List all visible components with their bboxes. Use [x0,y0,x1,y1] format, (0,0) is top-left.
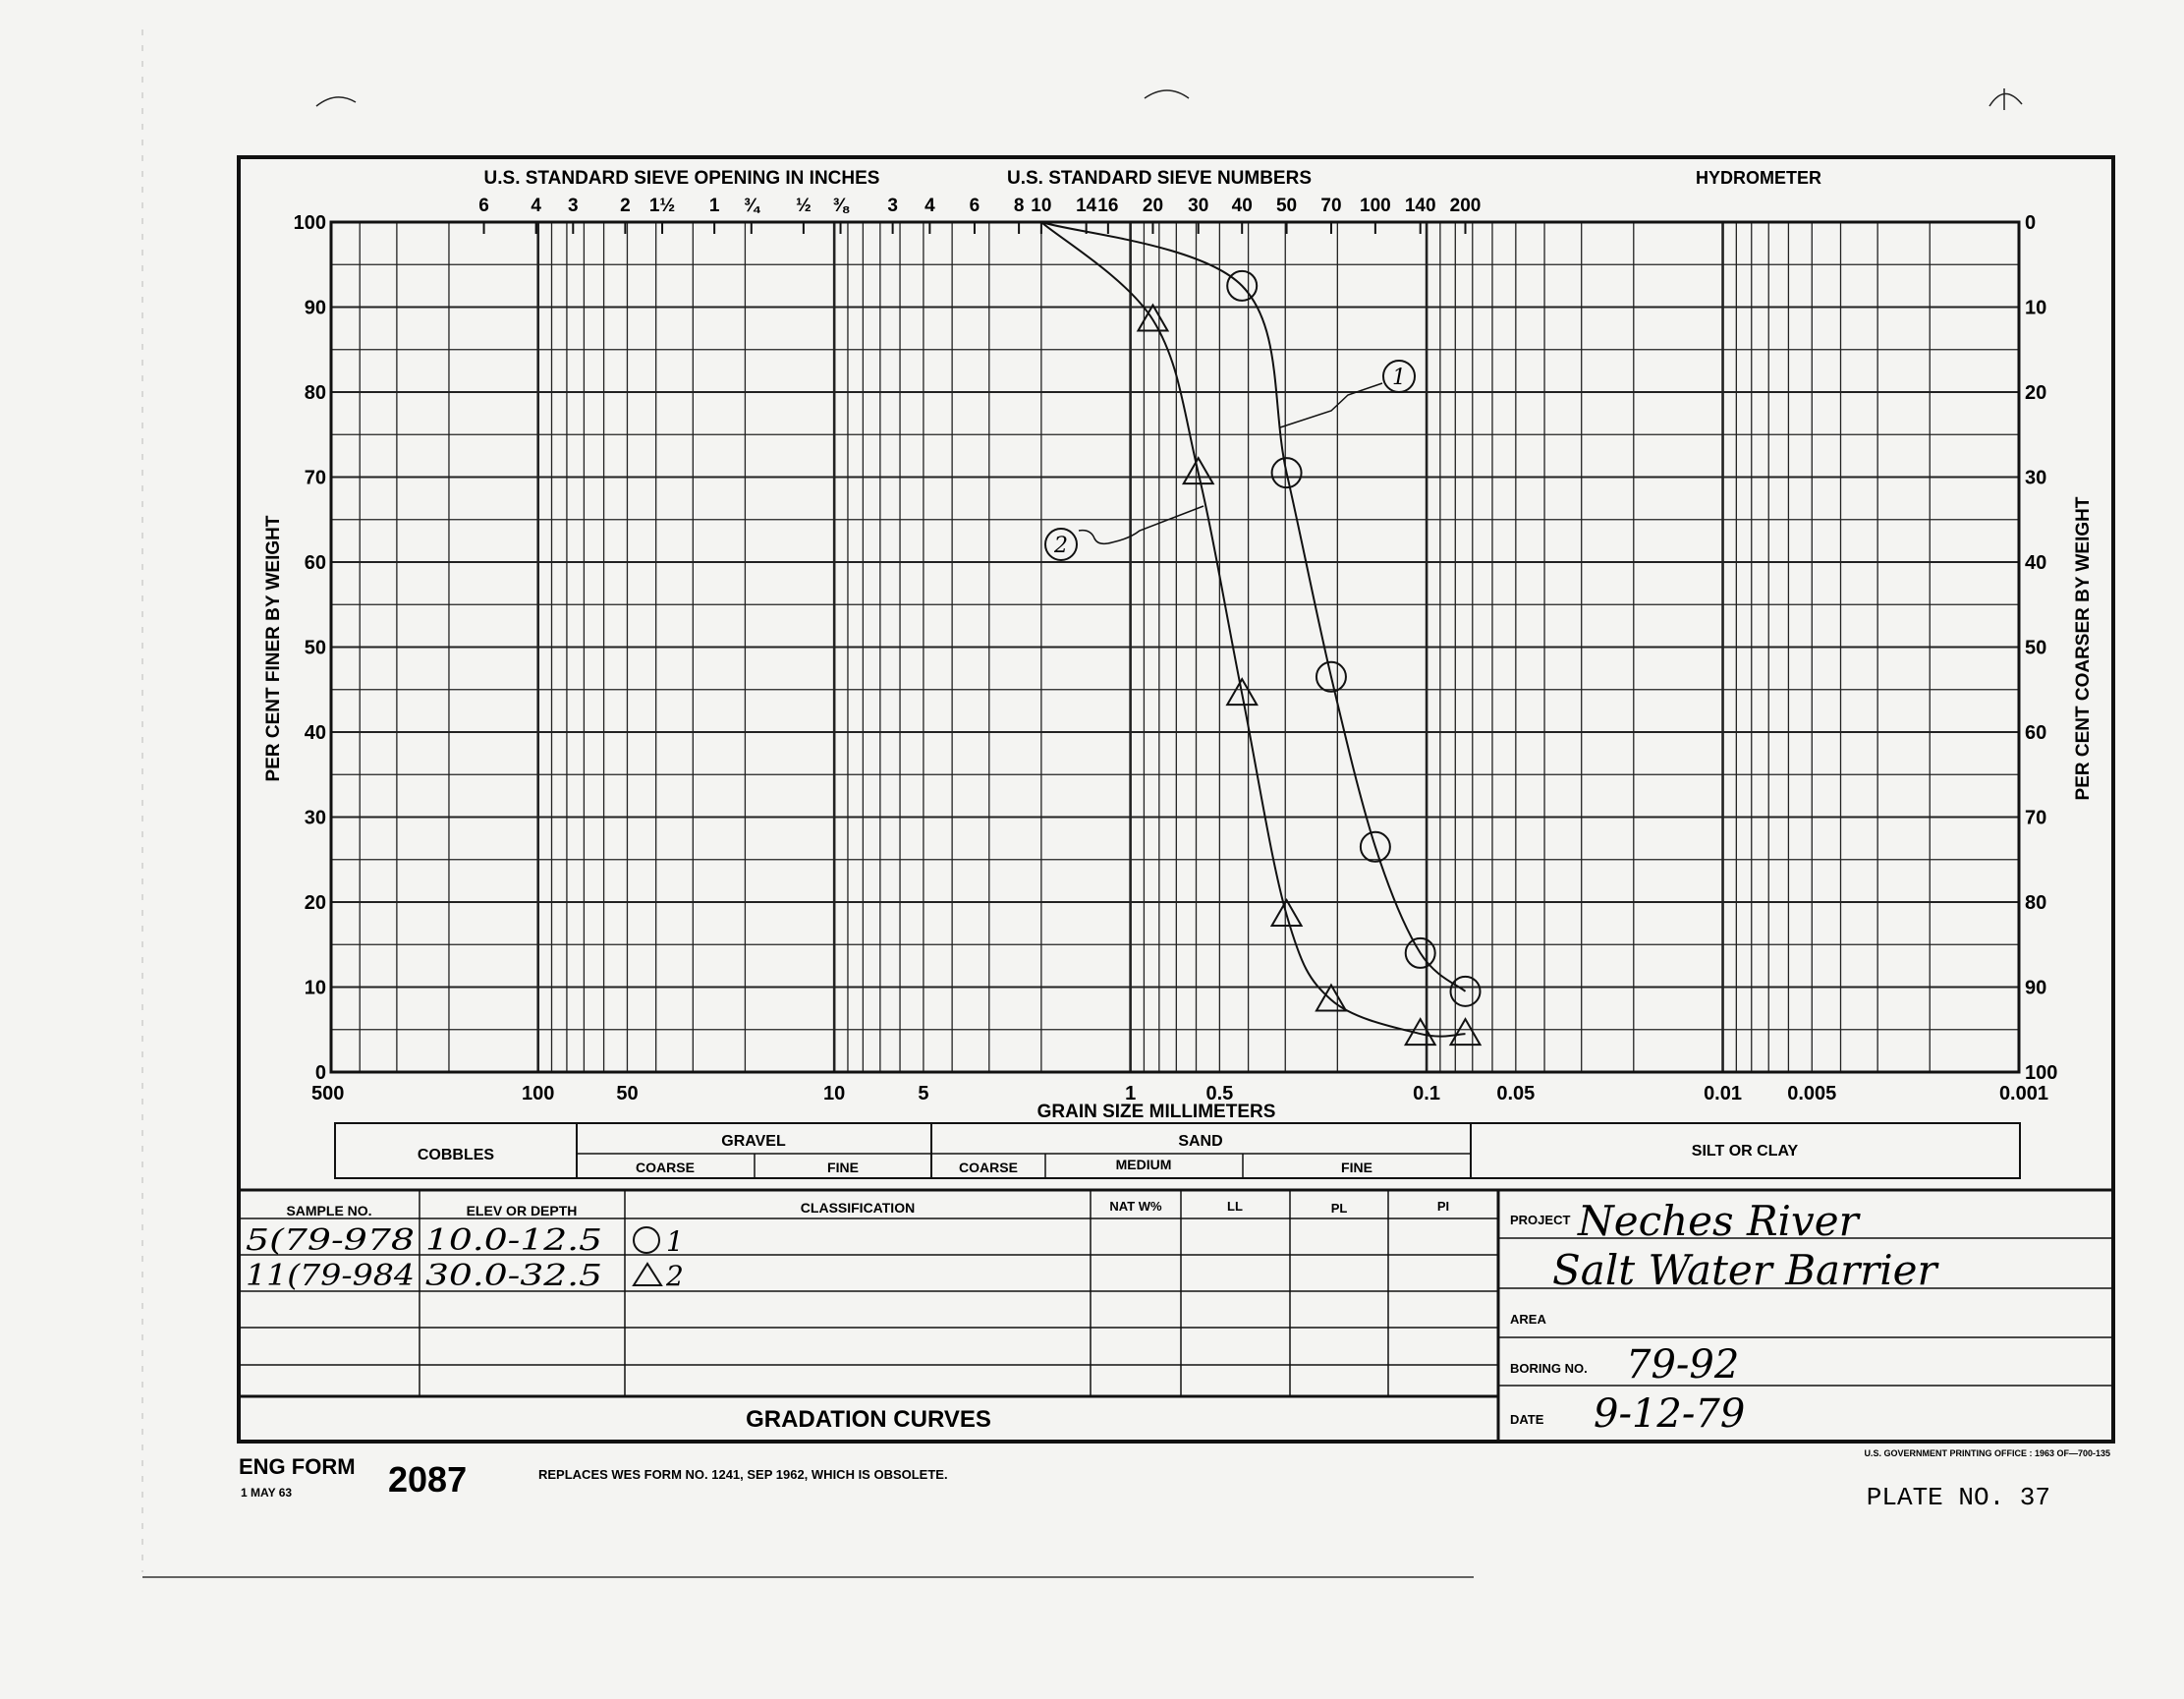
header-pl: PL [1330,1201,1348,1216]
sand-fine-label: FINE [1341,1160,1372,1175]
x-tick-label: 0.1 [1413,1083,1440,1104]
y-right-tick-label: 0 [2025,212,2037,234]
x-tick-label: 0.5 [1205,1083,1234,1104]
hydrometer-header: HYDROMETER [1695,168,1822,188]
gradation-curves [1041,222,1481,1045]
sieve-tick-label: 30 [1188,196,1209,216]
callout-2-leader [1079,506,1204,543]
header-elev-depth: ELEV OR DEPTH [466,1203,578,1218]
row2-sample: 11(79-984 [246,1259,415,1293]
callout-1-label: 1 [1392,366,1406,390]
y-left-tick-label: 90 [304,297,326,319]
sieve-tick-label: ¾ [743,196,759,216]
x-tick-label: 10 [823,1083,846,1104]
x-tick-label: 50 [616,1083,639,1104]
sieve-tick-label: ⅜ [832,196,849,216]
header-nat-w: NAT W% [1109,1199,1162,1214]
y-left-tick-label: 40 [304,722,326,744]
x-tick-label: 5 [918,1083,929,1104]
soil-class-band [335,1123,2020,1178]
cobbles-label: COBBLES [417,1147,495,1163]
y-right-tick-label: 60 [2025,722,2047,744]
y-left-tick-label: 100 [293,212,326,234]
x-tick-label: 0.01 [1704,1083,1743,1104]
sieve-numbers-header: U.S. STANDARD SIEVE NUMBERS [1006,168,1313,189]
row1-depth: 10.0-12.5 [425,1223,602,1258]
callout-1 [1280,361,1415,427]
sieve-tick-label: 4 [531,196,541,216]
x-tick-label: 100 [522,1083,555,1104]
y-left-tick-label: 30 [304,807,326,829]
sieve-tick-label: 3 [887,196,898,216]
row1-classification: 1 [666,1225,684,1258]
y-right-tick-label: 40 [2025,552,2047,574]
inches-header: U.S. STANDARD SIEVE OPENING IN INCHES [483,168,880,189]
sieve-tick-label: 100 [1360,196,1391,216]
gravel-label: GRAVEL [721,1133,786,1150]
sieve-tick-label: 1½ [648,196,676,216]
sieve-tick-label: 3 [568,196,579,216]
header-pi: PI [1436,1199,1450,1214]
date-value: 9-12-79 [1594,1391,1746,1437]
callout-2 [1045,506,1204,560]
y-left-tick-label: 50 [304,637,326,659]
sieve-tick-label: 16 [1097,196,1119,216]
curve-series-1 [1041,222,1466,991]
callout-1-leader [1280,383,1382,427]
row1-sample: 5(79-978 [246,1223,415,1258]
y-left-tick-label: 20 [304,892,326,914]
y-right-tick-label: 90 [2025,977,2047,999]
project-block [1498,1197,2113,1437]
sieve-tick-label: 70 [1320,196,1342,216]
x-tick-label: 0.05 [1496,1083,1536,1104]
printing-office: U.S. GOVERNMENT PRINTING OFFICE : 1963 OF—700-135 [1864,1448,2110,1458]
x-tick-label: 0.001 [1998,1083,2048,1104]
x-tick-label: 1 [1125,1083,1137,1104]
x-tick-label: 500 [311,1083,345,1104]
sieve-tick-label: 1 [708,196,720,216]
form-date: 1 MAY 63 [241,1486,293,1500]
sand-coarse-label: COARSE [959,1160,1018,1175]
curve-series-2 [1041,222,1466,1037]
sieve-tick-label: 40 [1231,196,1253,216]
sieve-tick-label: 10 [1031,196,1052,216]
form-label: ENG FORM [239,1454,356,1479]
sieve-tick-label: 6 [969,196,980,216]
data-point-triangle [1138,305,1167,330]
y-axis-right-label: PER CENT COARSER BY WEIGHT [2073,496,2094,801]
row1-circle-marker [634,1227,659,1253]
header-ll: LL [1227,1199,1243,1214]
header-sample-no: SAMPLE NO. [286,1203,372,1218]
scan-mark [316,97,356,106]
scan-mark [1989,93,2022,106]
y-left-tick-label: 70 [304,467,326,489]
sieve-tick-label: 200 [1449,196,1482,216]
plate-number: PLATE NO. 37 [1866,1483,2050,1512]
sieve-tick-label: 14 [1076,196,1097,216]
sieve-tick-group [478,196,1481,234]
sieve-tick-label: 8 [1013,196,1025,216]
y-right-tick-label: 50 [2025,637,2047,659]
x-tick-label: 0.005 [1787,1083,1837,1104]
y-right-tick-label: 70 [2025,807,2047,829]
gravel-fine-label: FINE [827,1160,859,1175]
y-left-tick-label: 0 [314,1062,326,1084]
date-label: DATE [1510,1412,1544,1427]
row2-triangle-marker [634,1264,661,1285]
boring-label: BORING NO. [1510,1361,1588,1376]
sieve-tick-label: 4 [924,196,935,216]
form-number: 2087 [388,1459,468,1500]
y-right-tick-label: 100 [2025,1062,2058,1084]
gravel-coarse-label: COARSE [636,1160,695,1175]
project-value: Neches River [1578,1197,1859,1245]
y-axis-left-label: PER CENT FINER BY WEIGHT [263,515,284,782]
form-title: GRADATION CURVES [746,1406,991,1433]
y-left-tick-label: 80 [304,382,326,404]
x-axis-label: GRAIN SIZE MILLIMETERS [1036,1102,1276,1122]
y-left-tick-label: 10 [304,977,326,999]
sieve-tick-label: ½ [795,196,812,216]
y-right-tick-label: 20 [2025,382,2047,404]
y-left-tick-label: 60 [304,552,326,574]
sand-label: SAND [1178,1133,1223,1150]
y-right-tick-label: 10 [2025,297,2047,319]
y-right-tick-label: 30 [2025,467,2047,489]
scan-mark [1145,90,1189,98]
sieve-tick-label: 140 [1404,196,1436,216]
boring-value: 79-92 [1626,1342,1740,1388]
sieve-tick-label: 2 [620,196,631,216]
callout-2-label: 2 [1054,534,1068,558]
sieve-tick-label: 6 [478,196,489,216]
row2-classification: 2 [666,1260,684,1292]
project-value-2: Salt Water Barrier [1552,1246,1937,1294]
silt-clay-label: SILT OR CLAY [1691,1143,1799,1160]
y-right-tick-label: 80 [2025,892,2047,914]
area-label: AREA [1510,1312,1546,1327]
row2-depth: 30.0-32.5 [425,1259,602,1293]
header-classification: CLASSIFICATION [800,1200,916,1216]
replaces-note: REPLACES WES FORM NO. 1241, SEP 1962, WHICH IS OBSOLETE. [538,1467,948,1482]
sieve-tick-label: 20 [1142,196,1164,216]
project-label: PROJECT [1510,1213,1571,1227]
sand-medium-label: MEDIUM [1115,1157,1172,1172]
sieve-tick-label: 50 [1275,196,1298,216]
